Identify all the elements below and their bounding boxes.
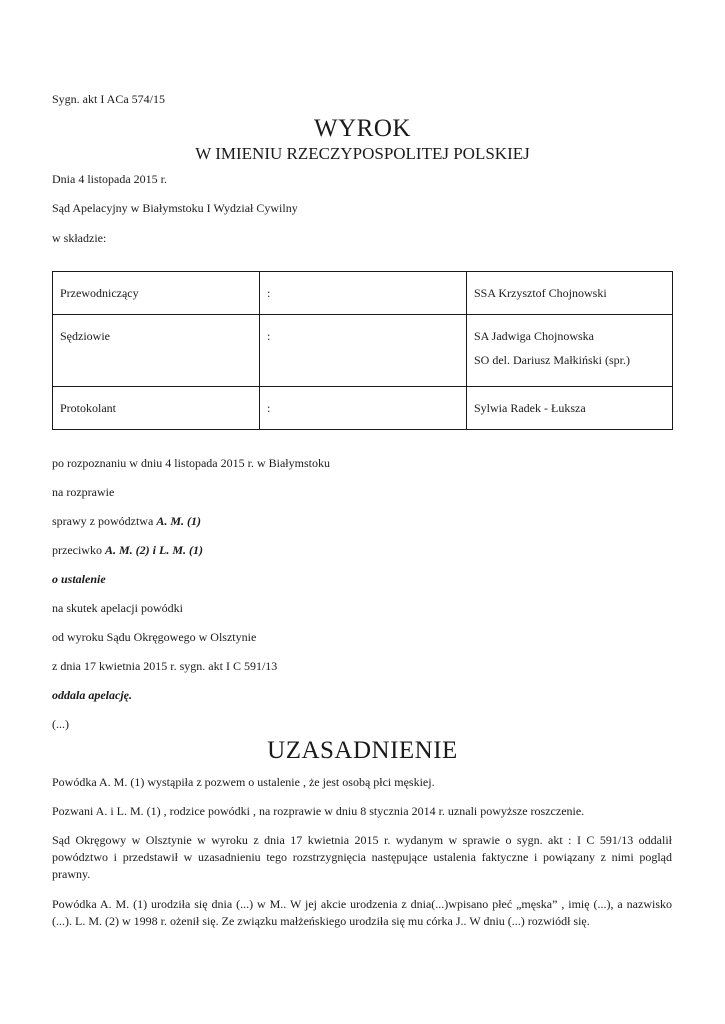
panel-name: Sylwia Radek - Łuksza [467, 387, 673, 430]
justification-heading: UZASADNIENIE [267, 737, 458, 764]
panel-row-judges [53, 315, 673, 387]
plaintiff-prefix: sprawy z powództwa [52, 514, 157, 528]
judgment-date: Dnia 4 listopada 2015 r. [52, 172, 167, 186]
document-subtitle: W IMIENIU RZECZYPOSPOLITEJ POLSKIEJ [195, 144, 530, 163]
court-name: Sąd Apelacyjny w Białymstoku I Wydział Cywilny [52, 201, 298, 215]
panel-separator: : [260, 315, 467, 387]
panel-role: Protokolant [53, 387, 260, 430]
panel-role: Przewodniczący [53, 272, 260, 315]
proceedings-line: od wyroku Sądu Okręgowego w Olsztynie [52, 630, 257, 644]
proceedings-line: na skutek apelacji powódki [52, 601, 183, 615]
defendant-line [52, 543, 203, 558]
panel-names [467, 315, 673, 387]
court-panel-table [52, 271, 673, 430]
panel-row-clerk [53, 387, 673, 430]
document-title: WYROK [314, 115, 411, 142]
justification-paragraph: Pozwani A. i L. M. (1) , rodzice powódki , na rozprawie w dniu 8 stycznia 2014 r. uznali powyższe roszczenie. [52, 804, 585, 818]
defendant-prefix: przeciwko [52, 543, 105, 557]
defendant-party: A. M. (2) i L. M. (1) [104, 543, 203, 557]
plaintiff-line [52, 514, 201, 529]
plaintiff-party: A. M. (1) [156, 514, 201, 528]
proceedings-line: na rozprawie [52, 485, 115, 499]
case-subject: o ustalenie [52, 572, 106, 586]
panel-role: Sędziowie [53, 315, 260, 387]
justification-paragraph: Powódka A. M. (1) wystąpiła z pozwem o ustalenie , że jest osobą płci męskiej. [52, 775, 435, 789]
justification-paragraph: Powódka A. M. (1) urodziła się dnia (...) w M.. W jej akcie urodzenia z dnia(...)wpisano płeć „męska” , imię (...), a nazwisko (...). L. M. (2) w 1998 r. ożenił się. Ze związku małżeńskiego urodziła się mu córka J.. W dniu (...) rozwiódł się. [52, 897, 672, 928]
composition-label: w składzie: [52, 231, 107, 245]
verdict: oddala apelację. [52, 688, 132, 702]
panel-name: SSA Krzysztof Chojnowski [467, 272, 673, 315]
panel-row-presiding [53, 272, 673, 315]
proceedings-line: po rozpoznaniu w dniu 4 listopada 2015 r. w Białymstoku [52, 456, 330, 470]
case-number: Sygn. akt I ACa 574/15 [52, 92, 165, 106]
justification-paragraph: Sąd Okręgowy w Olsztynie w wyroku z dnia 17 kwietnia 2015 r. wydanym w sprawie o sygn. akt : I C 591/13 oddalił powództwo i przedstawił w uzasadnieniu tego rozstrzygnięcia następujące ustalenia faktyczne i powiązany z nimi pogląd prawny. [52, 833, 672, 881]
panel-name: SA Jadwiga Chojnowska [474, 329, 594, 343]
omission-marker: (...) [52, 717, 69, 731]
proceedings-line: z dnia 17 kwietnia 2015 r. sygn. akt I C 591/13 [52, 659, 278, 673]
panel-separator: : [260, 387, 467, 430]
panel-separator: : [260, 272, 467, 315]
panel-name: SO del. Dariusz Małkiński (spr.) [474, 353, 630, 367]
